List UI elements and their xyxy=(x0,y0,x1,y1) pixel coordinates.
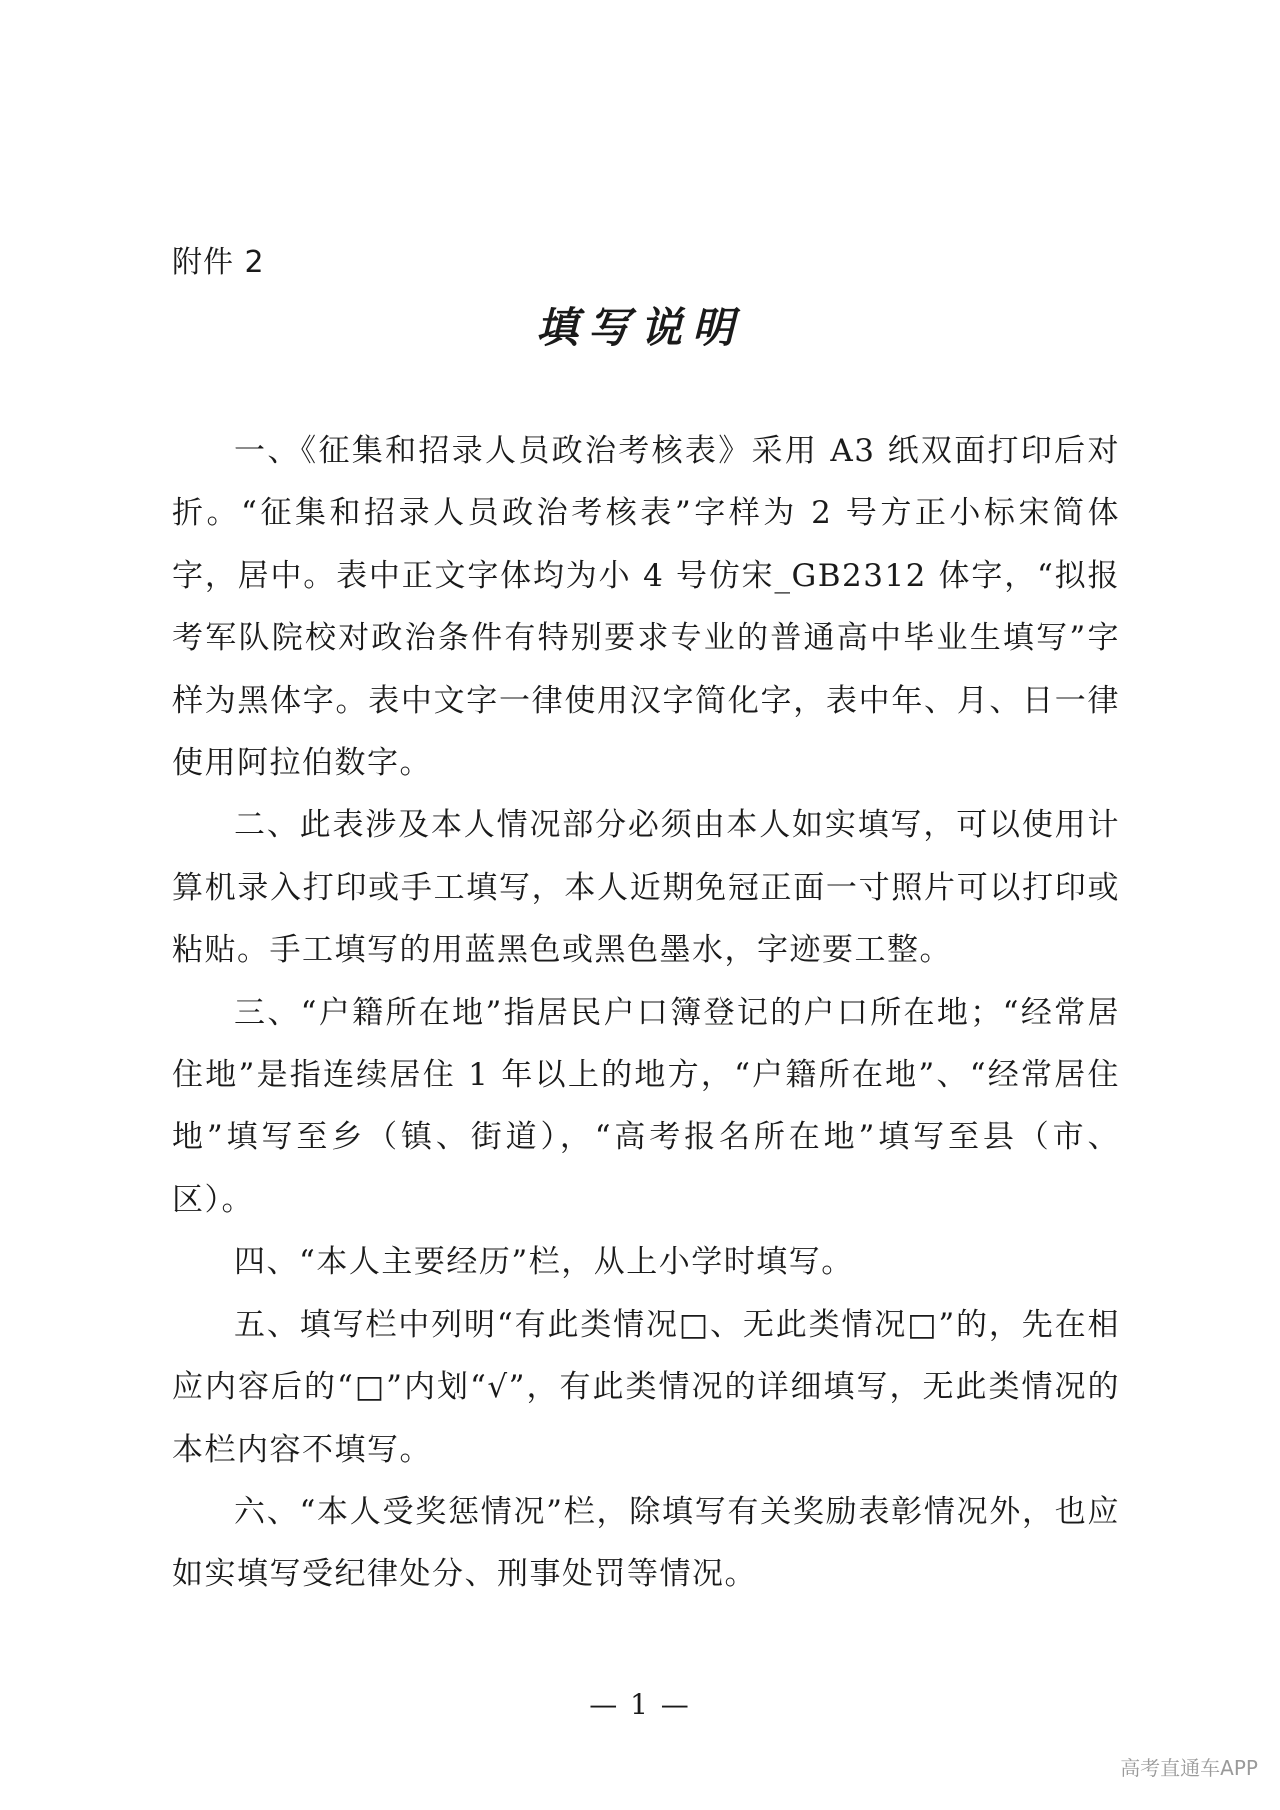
paragraph-5: 五、填写栏中列明“有此类情况□、无此类情况□”的，先在相应内容后的“□”内划“√”，有此类情况的详细填写，无此类情况的本栏内容不填写。 xyxy=(172,1306,1120,1468)
attachment-label: 附件 2 xyxy=(172,245,265,280)
paragraph-6: 六、“本人受奖惩情况”栏，除填写有关奖励表彰情况外，也应如实填写受纪律处分、刑事处罚等情况。 xyxy=(172,1493,1120,1593)
paragraph-2: 二、此表涉及本人情况部分必须由本人如实填写，可以使用计算机录入打印或手工填写，本人近期免冠正面一寸照片可以打印或粘贴。手工填写的用蓝黑色或黑色墨水，字迹要工整。 xyxy=(172,807,1120,969)
paragraph-4: 四、“本人主要经历”栏，从上小学时填写。 xyxy=(234,1244,854,1281)
paragraph-1: 一、《征集和招录人员政治考核表》采用 A3 纸双面打印后对折。“征集和招录人员政治考核表”字样为 2 号方正小标宋简体字，居中。表中正文字体均为小 4 号仿宋_GB2312 体字，“拟报考军队院校对政治条件有特别要求专业的普通高中毕业生填写”字样为黑体字。表中文字一律使用汉字简化字，表中年、月、日一律使用阿拉伯数字。 xyxy=(172,433,1120,782)
page-number: — 1 — xyxy=(589,1688,691,1721)
watermark: 高考直通车APP xyxy=(1120,1756,1258,1780)
instructions-body xyxy=(172,420,1120,1606)
page-title: 填写说明 xyxy=(535,303,744,352)
paragraph-3: 三、“户籍所在地”指居民户口簿登记的户口所在地；“经常居住地”是指连续居住 1 年以上的地方，“户籍所在地”、“经常居住地”填写至乡（镇、街道），“高考报名所在地”填写至县（市、区）。 xyxy=(172,994,1120,1218)
